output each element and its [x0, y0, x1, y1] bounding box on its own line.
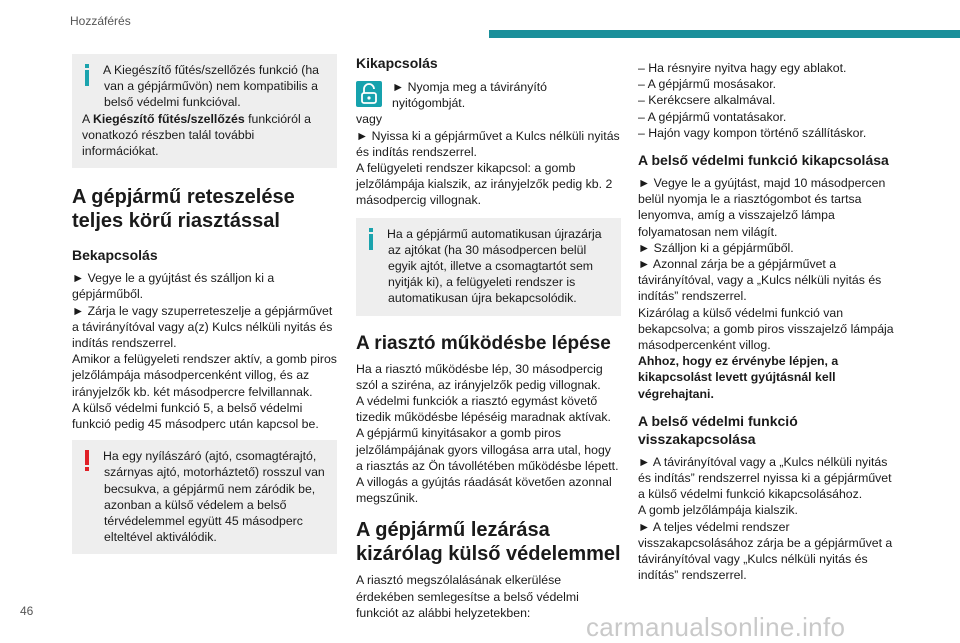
watermark: carmanualsonline.info — [586, 612, 846, 642]
info-icon — [366, 228, 376, 254]
body-text: Ha a riasztó működésbe lép, 30 másodpercig szól a sziréna, az irányjelzők pedig villognak. — [356, 361, 603, 392]
section-title: A gépjármű lezárása kizárólag külső védelemmel — [356, 519, 621, 566]
list-item: – A gépjármű vontatásakor. — [638, 109, 787, 124]
step-text: ► Szálljon ki a gépjárműből. — [638, 240, 794, 255]
section-header: Hozzáférés — [70, 14, 131, 28]
left-column — [72, 54, 337, 554]
feature-name: Kiegészítő fűtés/szellőzés — [92, 111, 245, 126]
subsection-title: Kikapcsolás — [356, 55, 438, 71]
step-text: ► A távirányítóval vagy a „Kulcs nélküli nyitás és indítás” rendszerrel nyissa ki a gépjárművet a külső védelmi funkció kikapcsolásához. — [638, 454, 892, 502]
page-number: 46 — [20, 604, 34, 618]
body-text: A gomb jelzőlámpája kialszik. — [638, 503, 798, 518]
info-box — [72, 54, 337, 168]
warning-icon — [82, 450, 92, 476]
list-item: – Hajón vagy kompon történő szállításkor. — [638, 125, 867, 140]
body-text: Kizárólag a külső védelmi funkció van bekapcsolva; a gomb piros visszajelző lámpája másodpercenként villog. — [638, 305, 894, 353]
body-text: A riasztó megszólalásának elkerülése érdekében semlegesítse a belső védelmi funkciót az alábbi helyzetekben: — [356, 573, 579, 620]
step-text: ► Nyomja meg a távirányító nyitógombját. — [392, 80, 548, 111]
body-text: A külső védelmi funkció 5, a belső védelmi funkció pedig 45 másodperc után kapcsol be. — [72, 400, 319, 432]
body-text: A védelmi funkciók a riasztó egymást követő tizedik működésbe lépéséig maradnak aktívak. — [356, 394, 611, 425]
warning-text: Ha egy nyílászáró (ajtó, csomagtérajtó, szárnyas ajtó, motorháztető) rosszul van becsukva, a gépjármű nem záródik be, azonban a külső védelem a belső térvédelemmel együtt 45 másodperc elteltével aktiválódik. — [103, 449, 325, 545]
section-title: A riasztó működésbe lépése — [356, 332, 611, 354]
subsection-title: A belső védelmi funkció kikapcsolása — [638, 152, 889, 169]
list-item: – A gépjármű mosásakor. — [638, 77, 777, 92]
list-item: – Kerékcsere alkalmával. — [638, 93, 776, 108]
header-accent-bar — [489, 30, 960, 38]
list-item: – Ha résnyire nyitva hagy egy ablakot. — [638, 61, 847, 75]
or-text: vagy — [356, 112, 382, 127]
info-text-2: A Kiegészítő fűtés/szellőzés funkcióról a vonatkozó részben talál további információkat. — [82, 111, 311, 159]
step-text: ► Nyissa ki a gépjárművet a Kulcs nélküli nyitás és indítás rendszerrel. — [356, 128, 620, 159]
subsection-title: A belső védelmi funkció visszakapcsolása — [638, 412, 798, 447]
body-text: Amikor a felügyeleti rendszer aktív, a gomb piros jelzőlámpája másodpercenként villog, és az irányjelzők kb. két másodpercre felvillannak. — [72, 352, 337, 399]
body-text: A gépjármű kinyitásakor a gomb piros jelzőlámpájának gyors villogása arra utal, hogy a riasztás az Ön távollétében működésbe lépett. A villogás a gyújtás ráadását követően azonnal megszűnik. — [356, 426, 619, 506]
step-text: ► Zárja le vagy szuperreteszelje a gépjárművet a távirányítóval vagy a(z) Kulcs nélküli nyitás és indítás rendszerrel. — [72, 303, 333, 351]
step-text: ► Vegye le a gyújtást és szálljon ki a gépjárműből. — [72, 271, 275, 302]
info-box — [356, 218, 621, 316]
middle-column — [356, 54, 621, 621]
unlock-button-icon — [356, 81, 382, 107]
step-text: ► Vegye le a gyújtást, majd 10 másodpercen belül nyomja le a riasztógombot és tartsa lenyomva, amíg a visszajelző lámpa folyamatosan nem világít. — [638, 176, 886, 239]
step-text: ► Azonnal zárja be a gépjárművet a távirányítóval, vagy a „Kulcs nélküli nyitás és indítás” rendszerrel. — [638, 257, 882, 304]
subsection-title: Bekapcsolás — [72, 247, 158, 264]
note-bold: Ahhoz, hogy ez érvénybe lépjen, a kikapcsolást levett gyújtásnál kell végrehajtani. — [638, 354, 839, 401]
body-text: A felügyeleti rendszer kikapcsol: a gomb jelzőlámpája kialszik, az irányjelzők pedig kb. 2 másodpercig villognak. — [356, 161, 613, 208]
warning-box — [72, 440, 337, 554]
situation-list — [638, 60, 900, 141]
section-title: A gépjármű reteszelése teljes körű riasztással — [72, 186, 295, 233]
step-text: ► A teljes védelmi rendszer visszakapcsolásához zárja be a gépjárművet a távirányítóval vagy „Kulcs nélküli nyitás és indítás” rendszerrel. — [638, 519, 893, 583]
right-column — [638, 60, 900, 583]
info-text: Ha a gépjármű automatikusan újrazárja az ajtókat (ha 30 másodpercen belül egyik ajtót, illetve a csomagtartót sem nyitják ki), a felügyeleti rendszer is automatikusan újra bekapcsolódik. — [387, 226, 602, 306]
info-icon — [82, 64, 92, 90]
info-text: A Kiegészítő fűtés/szellőzés funkció (ha van a gépjárművön) nem kompatibilis a belső védelmi funkcióval. — [103, 63, 319, 110]
